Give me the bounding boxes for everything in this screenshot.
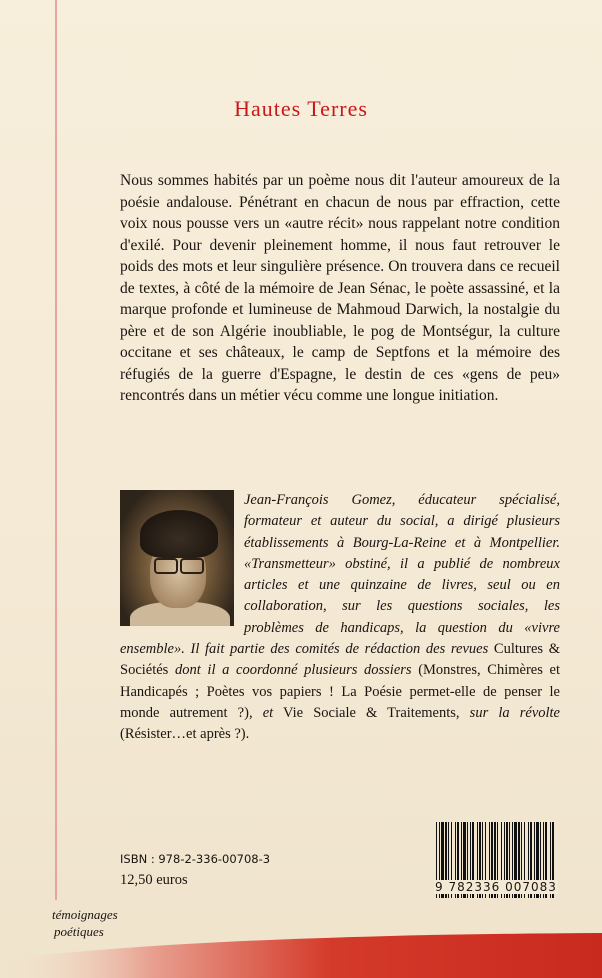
dossier-list: (Monstres, Chimères et Handicapés ; Poètes vos papiers ! La Poésie permet-elle de penser le monde autrement ?), [120,662,560,721]
author-photo [120,490,234,626]
spine-edge [55,0,57,900]
author-bio-part2: dont il a coordonné plusieurs dossiers [174,662,412,679]
dossier-theme: sur la révolte [469,704,560,721]
journal-vie-sociale: Vie Sociale & Traitements, [273,704,470,721]
author-bio-part1: Jean-François Gomez, éducateur spécialisé, formateur et auteur du social, a dirigé plusieurs établissements à Bourg-La-Reine et à Montpellier. «Transmetteur» obstiné, il a publié de nombreux articles et une quinzaine de livres, seul ou en collaboration, sur les questions sociales, les problèmes de handicaps, la question du «vivre ensemble». Il fait partie des comités de rédaction des revues [120,492,560,658]
dossier-title: (Résister…et après ?). [120,726,250,743]
journal-cultures-societes: Cultures & Sociétés [120,641,560,679]
author-bio [120,490,560,746]
collection-name [52,906,118,940]
price-text: 12,50 euros [120,872,188,888]
book-blurb: Nous sommes habités par un poème nous dit l'auteur amoureux de la poésie andalouse. Pénétrant en chacun de nous par effraction, cette voix nous pousse vers un «autre récit» nous rappelant notre condition d'exilé. Pour devenir pleinement homme, il nous faut retrouver le poids des mots et leur singulière présence. On trouvera dans ce recueil de textes, à côté de la mémoire de Jean Sénac, le poète assassiné, et la marque profonde et lumineuse de Mahmoud Darwich, la nostalgie du père et de son Algérie inoubliable, le pog de Montségur, la culture occitane et ses châteaux, le camp de Septfons et la mémoire des réfugiés de la guerre d'Espagne, le destin de ces «gens de peu» rencontrés dans un métier vécu comme une longue initiation. [120,172,560,404]
collection-line1: témoignages [52,907,118,922]
collection-line2: poétiques [54,924,104,939]
isbn-text: ISBN : 978-2-336-00708-3 [120,852,271,866]
barcode-digits: 9 782336 007083 [435,880,557,894]
conjunction-et: et [262,704,274,721]
book-title: Hautes Terres [234,96,368,121]
